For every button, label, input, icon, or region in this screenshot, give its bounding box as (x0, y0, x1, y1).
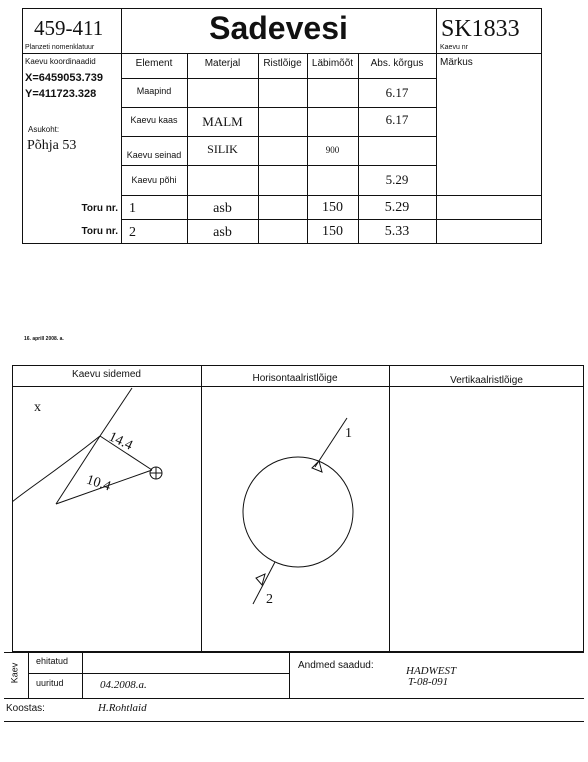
coord-y: Y=411723.328 (25, 88, 97, 100)
header-bottom-line (22, 53, 542, 54)
andmed-value-1: HADWEST (406, 665, 457, 677)
row-line-2 (121, 107, 436, 108)
col-header-labimoot: Läbimõõt (311, 58, 354, 69)
row-kaas-materjal: MALM (202, 114, 243, 129)
pipe-1-marker: 1 (345, 426, 352, 441)
ehitatud-label: ehitatud (36, 656, 69, 666)
col-line-2 (258, 53, 259, 244)
location-value: Põhja 53 (27, 138, 77, 153)
koostas-value: H.Rohtlaid (98, 702, 147, 714)
print-date: 16. aprill 2008. a. (24, 336, 64, 342)
coords-label: Kaevu koordinaadid (25, 57, 96, 66)
row-kaas-abs: 6.17 (385, 112, 409, 127)
row-line-3 (121, 136, 436, 137)
ties-x-mark: x (34, 400, 41, 415)
pipe1-labimoot: 150 (322, 200, 343, 215)
nomenclature-value: 459-411 (34, 16, 104, 40)
row-line-4 (121, 165, 436, 166)
sketch-divider-2 (389, 365, 390, 652)
col-header-markus: Märkus (440, 57, 473, 68)
sketch-title-vertikaal: Vertikaalristlõige (450, 375, 523, 386)
uuritud-value: 04.2008.a. (100, 679, 147, 691)
footer-label-line (82, 652, 83, 698)
uuritud-label: uuritud (36, 678, 64, 688)
sketch-title-sidemed: Kaevu sidemed (72, 369, 141, 380)
row-seinad-labimoot: 900 (325, 145, 340, 155)
col-header-abs-korgus: Abs. kõrgus (370, 58, 424, 69)
col-header-ristloige: Ristlõige (263, 58, 302, 69)
pipe2-label: Toru nr. (81, 226, 118, 237)
footer-mid-line (289, 652, 290, 698)
row-seinad-element: Kaevu seinad (126, 150, 182, 160)
pipe1-abs: 5.29 (384, 200, 410, 215)
footer-side-label: Kaev (9, 662, 20, 684)
pipe2-materjal: asb (213, 225, 232, 240)
pipe1-label: Toru nr. (81, 203, 118, 214)
row-kaas-element: Kaevu kaas (130, 115, 178, 125)
coord-x: X=6459053.739 (25, 72, 103, 84)
footer-bottom-line (4, 698, 584, 699)
row-pohi-element: Kaevu põhi (131, 175, 177, 185)
pipe1-nr: 1 (129, 201, 136, 216)
pipe2-nr: 2 (129, 225, 136, 240)
row-line-6 (121, 219, 542, 220)
pipe2-labimoot: 150 (322, 224, 343, 239)
well-number-label: Kaevu nr (440, 44, 469, 51)
row-seinad-materjal: SILIK (207, 142, 238, 156)
row-line-1 (121, 78, 436, 79)
koostas-line (4, 721, 584, 722)
ties-sketch (12, 386, 201, 652)
well-number: SK1833 (441, 16, 520, 42)
col-header-materjal: Materjal (204, 58, 241, 69)
footer-row-line (28, 673, 289, 674)
pipe-2-marker: 2 (266, 592, 273, 607)
koostas-label: Koostas: (6, 703, 45, 714)
row-maapind-abs: 6.17 (385, 85, 409, 100)
pipe1-materjal: asb (213, 201, 232, 216)
andmed-label: Andmed saadud: (298, 660, 374, 671)
header-divider-2 (436, 8, 437, 244)
location-label: Asukoht: (28, 125, 60, 134)
row-pohi-abs: 5.29 (385, 172, 409, 187)
row-line-5 (121, 195, 542, 196)
footer-side-line (28, 652, 29, 698)
row-maapind-element: Maapind (136, 86, 172, 96)
footer-top-line (4, 652, 584, 653)
col-header-element: Element (135, 58, 173, 69)
page-title: Sadevesi (209, 10, 348, 46)
ties-distance-1: 14.4 (106, 429, 135, 454)
sketch-title-horisontaal: Horisontaalristlõige (252, 373, 338, 384)
nomenclature-label: Planzeti nomenklatuur (25, 44, 95, 51)
horizontal-section-sketch (201, 386, 389, 652)
andmed-value-2: T-08-091 (408, 676, 449, 688)
ties-distance-2: 10.4 (84, 472, 113, 495)
pipe2-abs: 5.33 (384, 224, 410, 239)
